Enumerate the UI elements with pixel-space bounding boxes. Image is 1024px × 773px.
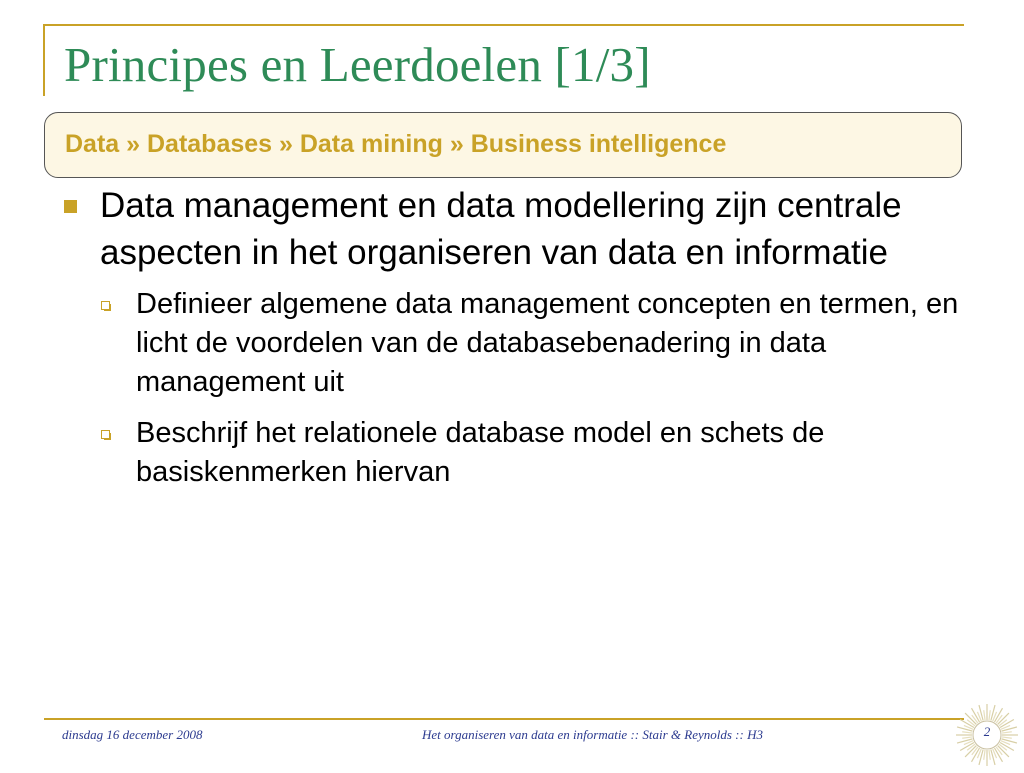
sub-bullet-text: Definieer algemene data management concepten en termen, en licht de voordelen van de databasebenadering in data management uit [136,288,959,398]
slide-title: Principes en Leerdoelen [1/3] [64,37,651,92]
header-side-rule [43,24,45,96]
sub-list-item [64,414,964,492]
breadcrumb: Data » Databases » Data mining » Business intelligence [65,130,727,158]
square-bullet-icon [64,200,77,213]
page-number: 2 [983,724,991,739]
footer-date: dinsdag 16 december 2008 [62,727,203,742]
footer-rule [44,718,964,720]
list-item [64,182,964,276]
footer-caption: Het organiseren van data en informatie :: Stair & Reynolds :: H3 [422,727,763,742]
hollow-square-bullet-icon [101,430,110,439]
page-number-badge [954,702,1020,768]
sub-list-item [64,285,964,402]
header-rule [44,24,964,26]
slide-body [64,182,964,492]
hollow-square-bullet-icon [101,301,110,310]
sub-bullet-text: Beschrijf het relationele database model en schets de basiskenmerken hiervan [136,417,825,488]
breadcrumb-box [44,112,962,178]
bullet-text: Data management en data modellering zijn centrale aspecten in het organiseren van data en informatie [100,186,902,272]
